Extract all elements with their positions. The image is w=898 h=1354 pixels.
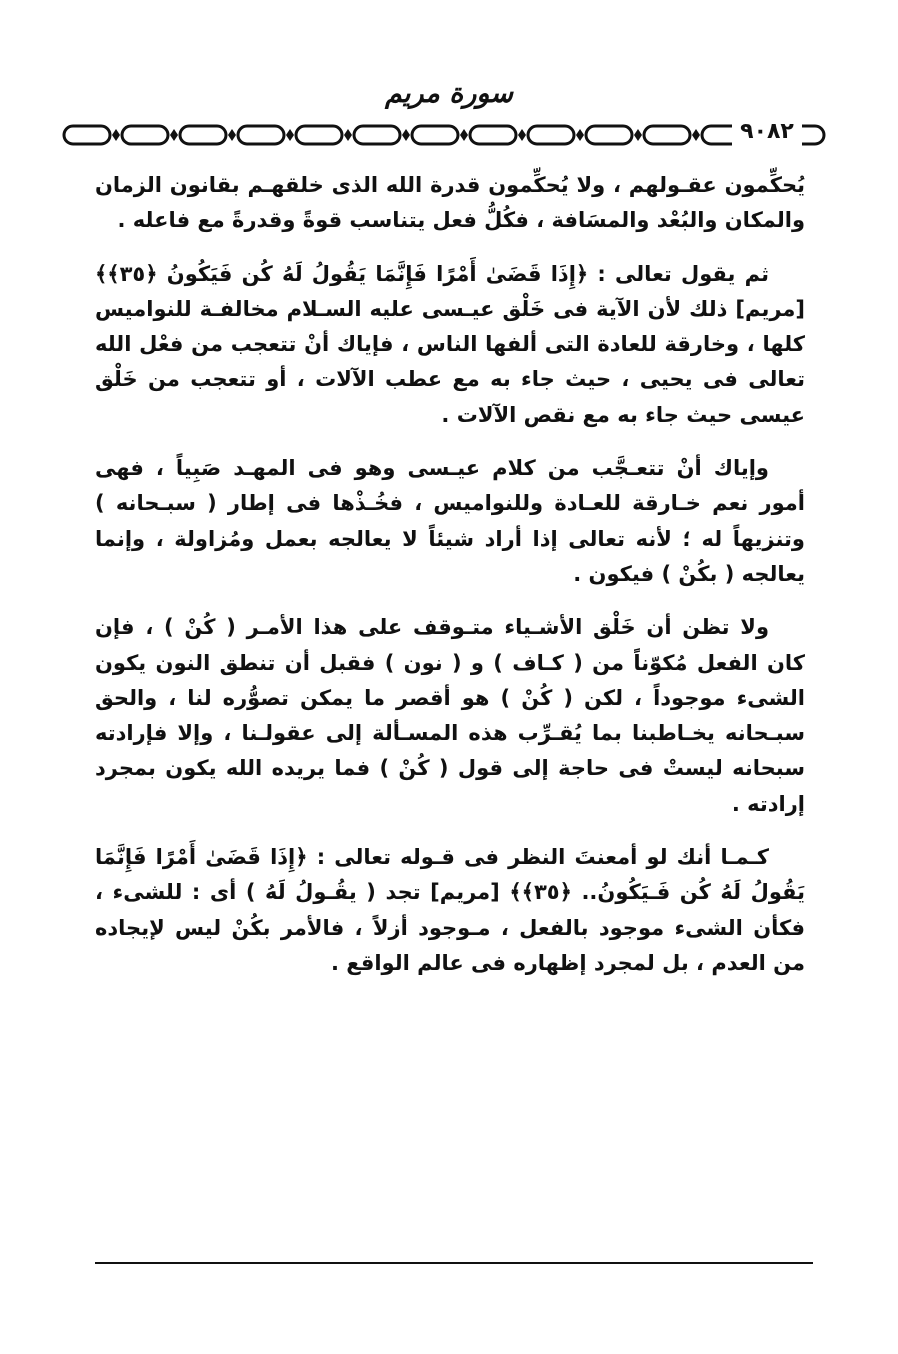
paragraph: ولا تظن أن خَلْق الأشـياء متـوقف على هذا الأمـر ( كُنْ ) ، فإن كان الفعل مُكوّناً من ( كـاف ) و ( نون ) فقبل أن تنطق النون يكون الشىء موجوداً ، لكن ( كُنْ ) هو أقصر ما يمكن تصوُّره لنا ، والحق سبـحانه يخـاطبنا بما يُقـرِّب هذه المسـألة إلى عقولـنا ، وإلا فإرادته سبحانه ليستْ فى حاجة إلى قول ( كُنْ ) فما يريده الله يكون بمجرد إرادته . [95,615,805,816]
body-text [95,168,805,981]
chain-ornament-icon [60,121,828,149]
surah-title: سورة مريم [385,78,513,109]
page-number: ٩٠٨٢ [732,118,802,146]
paragraph: وإياك أنْ تتعـجَّب من كلام عيـسى وهو فى المهـد صَبِياً ، فهى أمور نعم خـارقة للعـادة وللنواميس ، فخُـذْها فى إطار ( سبـحانه ) وتنزيهاً له ؛ لأنه تعالى إذا أراد شيئاً لا يعالجه بعمل ومُزاولة ، وإنما يعالجه ( بكُنْ ) فيكون . [95,456,805,586]
footer-divider [95,1262,813,1264]
header-ornament-border [60,121,828,149]
paragraph: يُحكِّمون عقـولهم ، ولا يُحكِّمون قدرة الله الذى خلقهـم بقانون الزمان والمكان والبُعْد والمسَافة ، فكُلُّ فعل يتناسب قوةً وقدرةً مع فاعله . [95,173,805,233]
paragraph: ثم يقول تعالى : ﴿إِذَا قَضَىٰ أَمْرًا فَإِنَّمَا يَقُولُ لَهُ كُن فَيَكُونُ ﴿٣٥﴾﴾ [مريم] ذلك لأن الآية فى خَلْق عيـسى عليه السـلام مخالفـة للنواميس كلها ، وخارقة للعادة التى ألفها الناس ، فإياك أنْ تتعجب من فعْل الله تعالى فى يحيى ، حيث جاء به مع عطب الآلات ، أو تتعجب من خَلْق عيسى حيث جاء به مع نقص الآلات . [95,261,805,427]
paragraph: كـمـا أنك لو أمعنتَ النظر فى قـوله تعالى : ﴿إِذَا قَضَىٰ أَمْرًا فَإِنَّمَا يَقُولُ لَهُ كُن فَـيَكُونُ.. ﴿٣٥﴾﴾ [مريم] تجد ( يقُـولُ لَهُ ) أى : للشىء ، فكأن الشىء موجود بالفعل ، مـوجود أزلاً ، فالأمر بكُنْ ليس لإيجاده من العدم ، بل لمجرد إظهاره فى عالم الواقع . [95,845,805,975]
